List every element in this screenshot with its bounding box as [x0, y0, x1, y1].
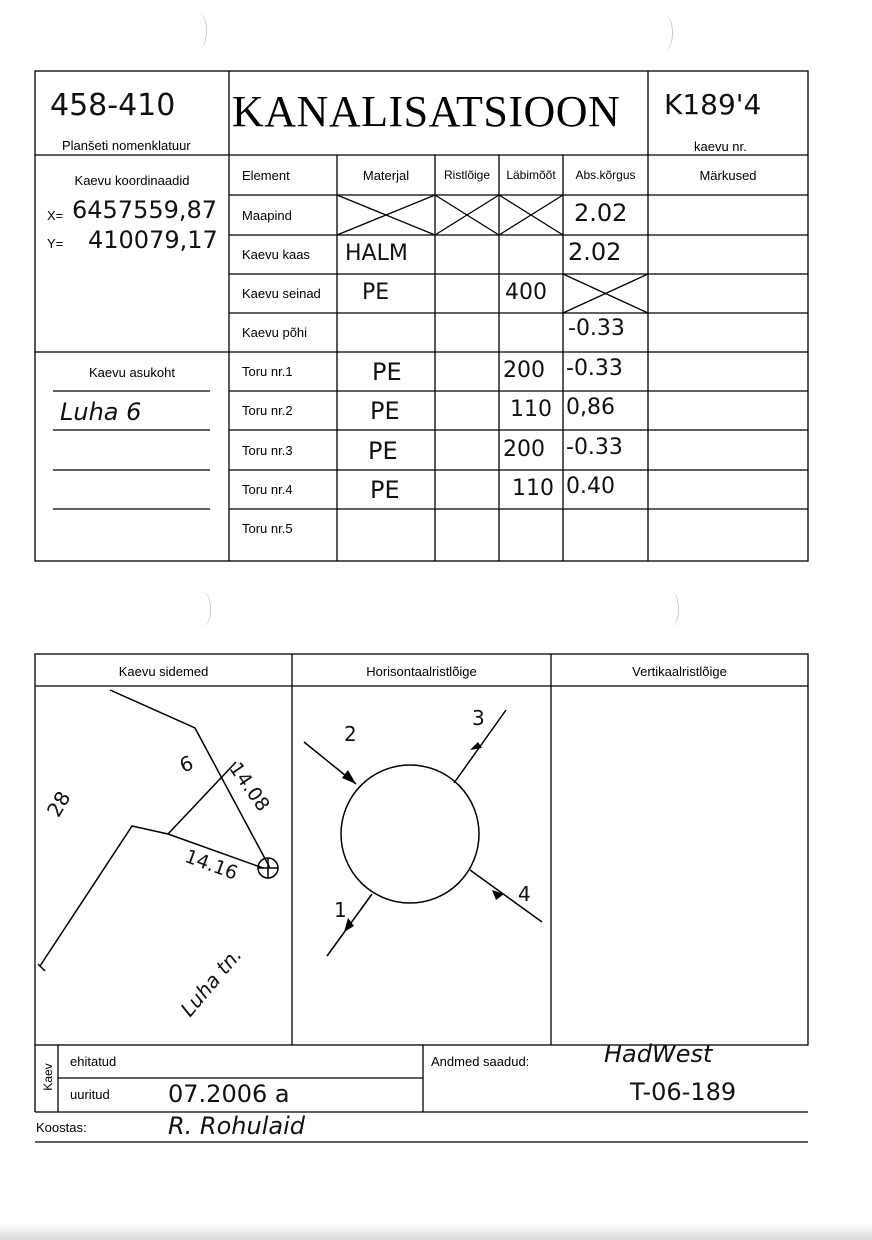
diameter-value: 200 [503, 358, 545, 383]
tie-distance: 14.08 [224, 758, 274, 816]
built-label: ehitatud [70, 1054, 117, 1069]
data-source-code: T-06-189 [630, 1078, 737, 1106]
diameter-value: 110 [512, 476, 554, 501]
nomenclature-label: Planšeti nomenklatuur [62, 138, 191, 153]
well-side-label: Kaev [41, 1063, 55, 1091]
horizontal-section-sketch [292, 686, 551, 1045]
well-number-value: K189'4 [664, 88, 762, 121]
row-element: Toru nr.2 [242, 403, 293, 418]
abs-height-value: 2.02 [568, 238, 622, 266]
section-header-vertical: Vertikaalristlõige [632, 664, 727, 679]
material-value: PE [372, 358, 402, 386]
abs-height-value: -0.33 [568, 316, 625, 341]
data-source-value: HadWest [604, 1040, 713, 1068]
section-header-horizontal: Horisontaalristlõige [366, 664, 477, 679]
row-element: Kaevu põhi [242, 325, 308, 340]
pipe-number-label: 3 [472, 706, 485, 730]
row-element: Kaevu kaas [242, 247, 310, 262]
tie-distance: 14.16 [181, 845, 241, 885]
diameter-value: 110 [510, 397, 552, 422]
section-header-ties: Kaevu sidemed [118, 664, 209, 679]
abs-height-value: 0.40 [566, 474, 615, 499]
x-label: X= [47, 208, 64, 223]
pipe-number-label: 4 [518, 882, 531, 906]
col-header-diameter: Läbimõõt [506, 168, 556, 182]
scan-edge-shadow [0, 1224, 872, 1240]
y-label: Y= [47, 236, 64, 251]
abs-height-value: -0.33 [566, 435, 623, 460]
tie-label: 6 [176, 750, 197, 778]
compiled-by-label: Koostas: [36, 1120, 87, 1135]
street-label: Luha tn. [175, 942, 247, 1022]
material-value: HALM [345, 241, 408, 266]
row-element: Kaevu seinad [242, 286, 321, 301]
row-element: Toru nr.3 [242, 443, 293, 458]
row-element: Toru nr.1 [242, 364, 293, 379]
col-header-abs-height: Abs.kõrgus [575, 168, 636, 182]
location-label: Kaevu asukoht [88, 365, 175, 380]
pipe-number-label: 2 [344, 722, 357, 746]
y-coordinate-value: 410079,17 [88, 226, 218, 254]
nomenclature-value: 458-410 [50, 88, 176, 123]
row-element: Toru nr.5 [242, 521, 293, 536]
compiled-by-signature: R. Rohulaid [168, 1112, 305, 1140]
abs-height-value: 2.02 [574, 199, 628, 227]
diameter-value: 200 [503, 437, 545, 462]
row-element: Toru nr.4 [242, 482, 293, 497]
coordinates-label: Kaevu koordinaadid [74, 173, 190, 188]
abs-height-value: 0,86 [566, 395, 615, 420]
tie-label: 28 [41, 786, 76, 822]
col-header-element: Element [242, 168, 290, 183]
pipe-number-label: 1 [334, 898, 347, 922]
abs-height-value: -0.33 [566, 356, 623, 381]
form-title: KANALISATSIOON [232, 87, 621, 136]
col-header-cross-section: Ristlõige [443, 168, 491, 182]
material-value: PE [370, 397, 400, 425]
ties-sketch [35, 686, 292, 1045]
col-header-notes: Märkused [699, 168, 757, 183]
material-value: PE [362, 280, 390, 305]
material-value: PE [368, 437, 398, 465]
diameter-value: 400 [505, 280, 547, 305]
row-element: Maapind [242, 208, 292, 223]
material-value: PE [370, 476, 400, 504]
well-number-label: kaevu nr. [694, 139, 747, 154]
surveyed-label: uuritud [70, 1087, 110, 1102]
col-header-material: Materjal [362, 168, 410, 183]
location-value: Luha 6 [60, 398, 142, 426]
x-coordinate-value: 6457559,87 [72, 196, 218, 224]
surveyed-value: 07.2006 a [168, 1080, 290, 1108]
data-source-label: Andmed saadud: [431, 1054, 530, 1069]
